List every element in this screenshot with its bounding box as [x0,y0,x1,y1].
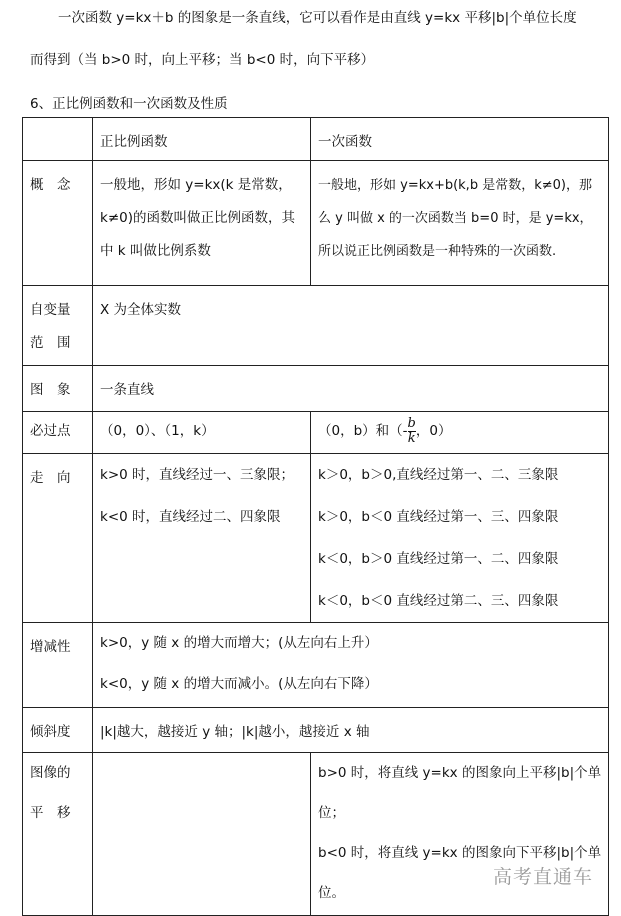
shift-proportional [93,753,311,916]
concept-proportional: 一般地，形如 y=kx(k 是常数， k≠0)的函数叫做正比例函数，其 中 k 叫做比例系数 [93,161,311,286]
graph-value: 一条直线 [93,366,609,412]
header-proportional: 正比例函数 [93,118,311,161]
points-linear: （0，b）和（- $\frac{b}{k}$ ，0） [311,412,609,454]
header-blank [23,118,93,161]
monotonic-value: k>0，y 随 x 的增大而增大；(从左向右上升） k<0，y 随 x 的增大而减小。(从左向右下降） [93,623,609,708]
properties-table [22,117,609,916]
direction-proportional: k>0 时，直线经过一、三象限； k<0 时，直线经过二、四象限 [93,454,311,623]
concept-linear: 一般地，形如 y=kx+b(k,b 是常数，k≠0)，那 么 y 叫做 x 的一次函数当 b=0 时，是 y=kx， 所以说正比例函数是一种特殊的一次函数. [311,161,609,286]
row-label-concept: 概 念 [23,161,93,286]
row-label-points: 必过点 [23,412,93,454]
shift-linear: b>0 时，将直线 y=kx 的图象向上平移|b|个单 位； b<0 时，将直线 y=kx 的图象向下平移|b|个单 位。 [311,753,609,916]
row-label-domain: 自变量 范 围 [23,286,93,366]
domain-value: X 为全体实数 [93,286,609,366]
watermark: 高考直通车 [492,866,593,888]
row-label-shift: 图像的 平 移 [23,753,93,916]
intro-line-1: 一次函数 y=kx＋b 的图象是一条直线，它可以看作是由直线 y=kx 平移|b|个单位长度 [58,10,577,26]
slope-value: |k|越大，越接近 y 轴；|k|越小，越接近 x 轴 [93,708,609,753]
row-label-monotonic: 增减性 [23,623,93,708]
section-heading: 6、正比例函数和一次函数及性质 [30,96,228,112]
row-label-slope: 倾斜度 [23,708,93,753]
fraction-b-over-k: $\frac{b}{k}$ [407,415,416,446]
direction-linear: k＞0，b＞0,直线经过第一、二、三象限 k＞0，b＜0 直线经过第一、三、四象限 k＜0，b＞0 直线经过第一、二、四象限 k＜0，b＜0 直线经过第二、三、四象限 [311,454,609,623]
row-label-graph: 图 象 [23,366,93,412]
header-linear: 一次函数 [311,118,609,161]
row-label-direction: 走 向 [23,454,93,623]
points-proportional: （0，0）、（1，k） [93,412,311,454]
intro-line-2: 而得到（当 b>0 时，向上平移；当 b<0 时，向下平移） [30,52,375,68]
